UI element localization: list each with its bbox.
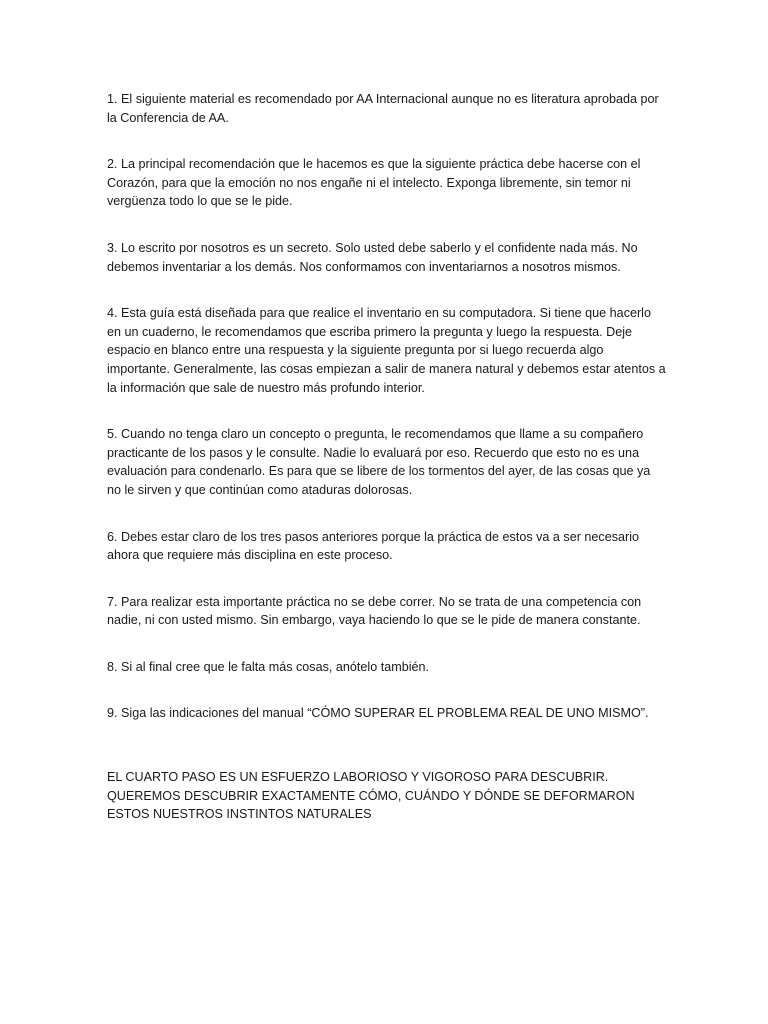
paragraph-8: 8. Si al final cree que le falta más cosas, anótelo también. [107,659,430,674]
closing-statement: EL CUARTO PASO ES UN ESFUERZO LABORIOSO Y VIGOROSO PARA DESCUBRIR. QUEREMOS DESCUBRIR EXACTAMENTE CÓMO, CUÁNDO Y DÓNDE SE DEFORMARON ESTOS NUESTROS INSTINTOS NATURALES [107,770,635,822]
document-body [107,90,667,824]
paragraph-6: 6. Debes estar claro de los tres pasos anteriores porque la práctica de estos va a ser necesario ahora que requiere más disciplina en este proceso. [107,529,640,563]
paragraph-1: 1. El siguiente material es recomendado por AA Internacional aunque no es literatura aprobada por la Conferencia de AA. [107,92,659,125]
paragraph-4: 4. Esta guía está diseñada para que realice el inventario en su computadora. Si tiene que hacerlo en un cuaderno, le recomendamos que escriba primero la pregunta y luego la respuesta. Deje espacio en blanco entre una respuesta y la siguiente pregunta por si luego recuerda algo importante. Generalmente, las cosas empiezan a salir de manera natural y debemos estar atentos a la información que sale de nuestro más profundo interior. [107,306,666,395]
paragraph-9: 9. Siga las indicaciones del manual “CÓMO SUPERAR EL PROBLEMA REAL DE UNO MISMO”. [107,706,649,721]
paragraph-2: 2. La principal recomendación que le hacemos es que la siguiente práctica debe hacerse con el Corazón, para que la emoción no nos engañe ni el intelecto. Exponga libremente, sin temor ni vergüenza todo lo que se le pide. [107,157,641,209]
paragraph-3: 3. Lo escrito por nosotros es un secreto. Solo usted debe saberlo y el confidente nada más. No debemos inventariar a los demás. Nos conformamos con inventariarnos a nosotros mismos. [107,240,638,274]
paragraph-5: 5. Cuando no tenga claro un concepto o pregunta, le recomendamos que llame a su compañero practicante de los pasos y le consulte. Nadie lo evaluará por eso. Recuerdo que esto no es una evaluación para condenarlo. Es para que se libere de los tormentos del ayer, de las cosas que ya no le sirven y que continúan como ataduras dolorosas. [107,427,651,497]
paragraph-7: 7. Para realizar esta importante práctica no se debe correr. No se trata de una competencia con nadie, ni con usted mismo. Sin embargo, vaya haciendo lo que se le pide de manera constante. [107,594,642,628]
